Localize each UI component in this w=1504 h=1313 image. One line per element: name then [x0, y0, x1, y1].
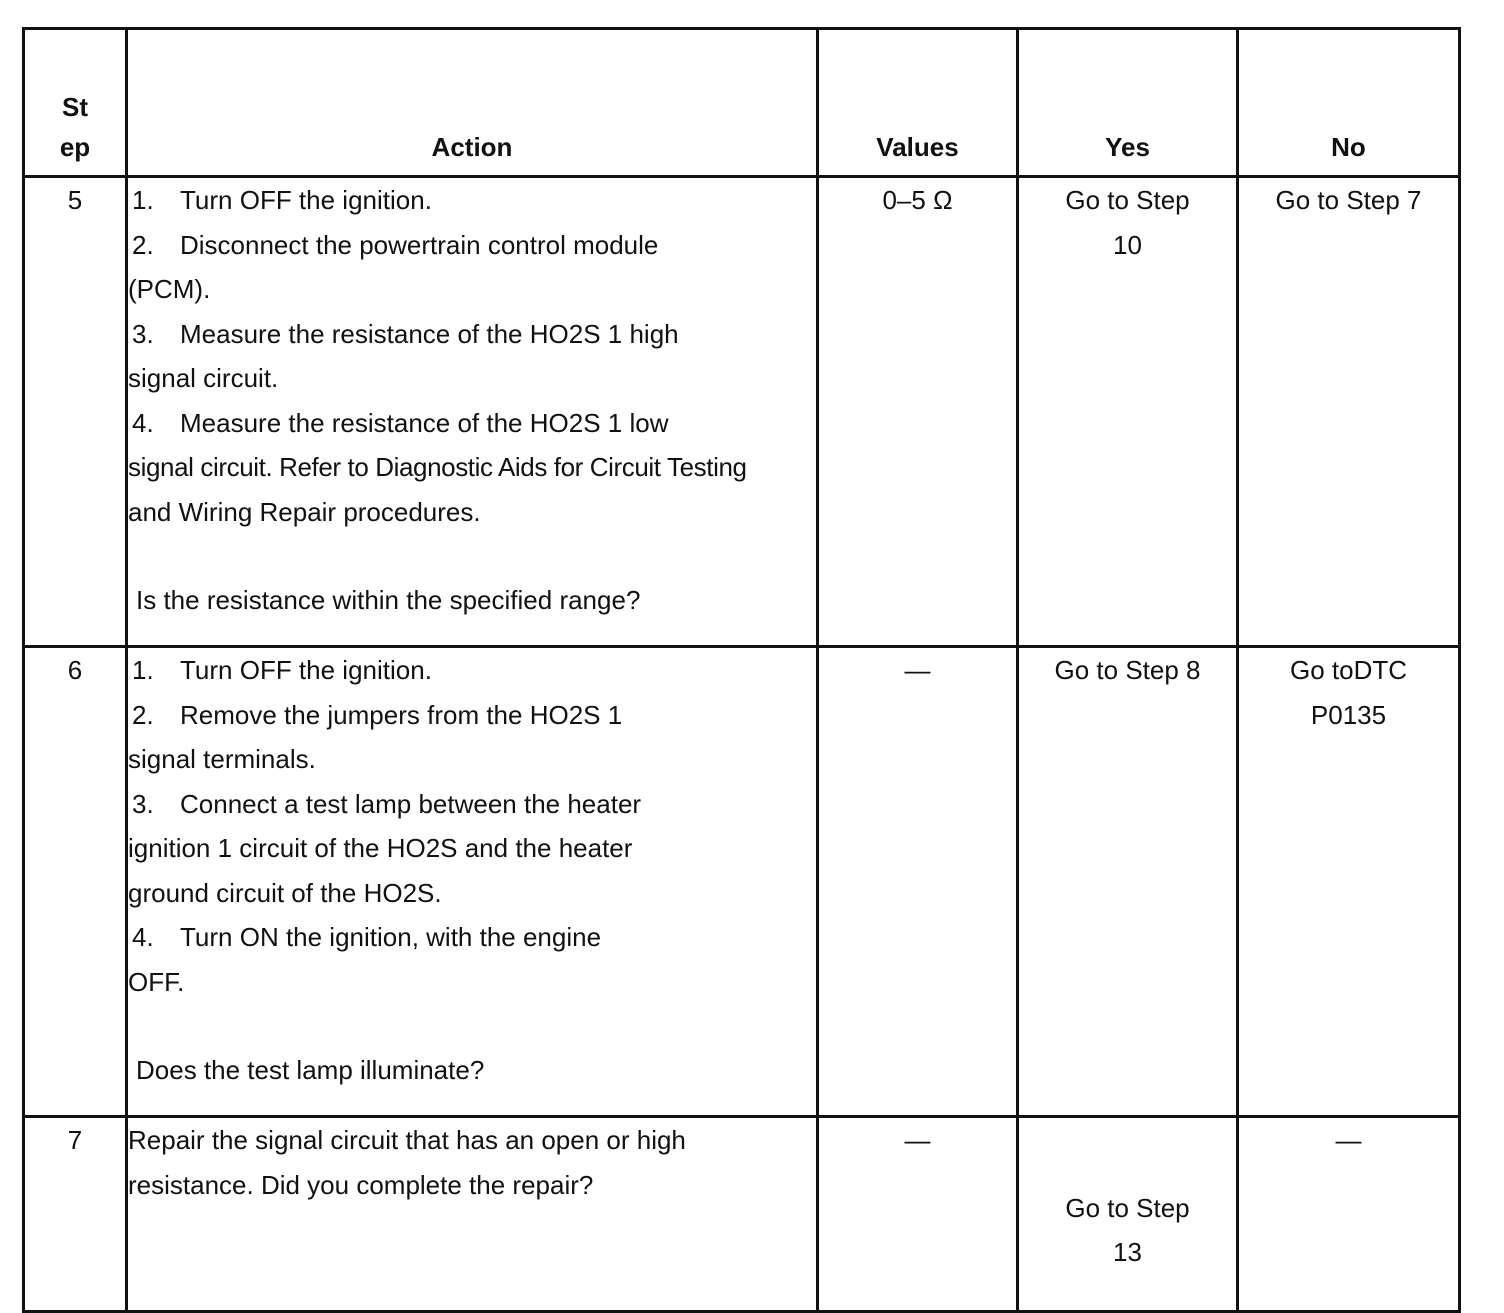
action-cell — [127, 1117, 818, 1312]
diagnostic-table — [22, 27, 1461, 1313]
action-cell — [127, 177, 818, 647]
list-item: 3. Measure the resistance of the HO2S 1 high — [132, 318, 679, 349]
no-cell — [1238, 1117, 1460, 1312]
step-number: 7 — [24, 1117, 127, 1312]
header-action: Action — [127, 29, 818, 177]
action-text-line2: resistance. Did you complete the repair? — [128, 1169, 594, 1200]
yes-line1: Go to Step — [1065, 185, 1190, 215]
list-item: 4. Turn ON the ignition, with the engine — [132, 922, 602, 952]
header-step — [24, 29, 127, 177]
list-item-continuation: OFF. — [128, 966, 185, 997]
table-row — [24, 177, 1460, 647]
action-cell — [127, 647, 818, 1117]
header-step-line1: St — [62, 92, 88, 122]
values-cell: 0–5 Ω — [818, 177, 1018, 647]
table-row — [24, 647, 1460, 1117]
yes-cell — [1018, 177, 1238, 647]
list-item-continuation: and Wiring Repair procedures. — [128, 496, 481, 527]
no-line2: P0135 — [1310, 699, 1387, 730]
values-cell: — — [818, 647, 1018, 1117]
no-cell — [1238, 177, 1460, 647]
values-cell: — — [818, 1117, 1018, 1312]
table-row — [24, 1117, 1460, 1312]
list-item: 2. Remove the jumpers from the HO2S 1 — [132, 699, 623, 730]
yes-cell — [1018, 647, 1238, 1117]
yes-text: Go to Step 8 — [1054, 655, 1201, 685]
list-item: 1. Turn OFF the ignition. — [132, 185, 432, 215]
list-item-continuation: ground circuit of the HO2S. — [128, 877, 442, 908]
no-text: — — [1335, 1125, 1362, 1155]
list-item-continuation: ignition 1 circuit of the HO2S and the heater — [128, 833, 633, 863]
no-text: Go to Step 7 — [1275, 185, 1422, 215]
step-number: 6 — [24, 647, 127, 1117]
list-item-continuation: signal circuit. — [128, 363, 279, 393]
list-item: 2. Disconnect the powertrain control module — [132, 229, 659, 260]
header-step-line2: ep — [59, 132, 91, 162]
action-text-line1: Repair the signal circuit that has an open or high — [128, 1125, 686, 1155]
list-item: 1. Turn OFF the ignition. — [132, 655, 432, 685]
list-item-continuation: (PCM). — [128, 274, 211, 304]
list-item-continuation: signal terminals. — [128, 744, 316, 774]
table-header-row — [24, 29, 1460, 177]
question-text: Does the test lamp illuminate? — [136, 1055, 485, 1085]
header-values: Values — [818, 29, 1018, 177]
no-line1: Go toDTC — [1289, 655, 1408, 685]
list-item: 4. Measure the resistance of the HO2S 1 low — [132, 407, 669, 438]
list-item: 3. Connect a test lamp between the heater — [132, 788, 642, 819]
yes-line2: 13 — [1113, 1237, 1142, 1267]
list-item-continuation: signal circuit. Refer to Diagnostic Aids for Circuit Testing — [128, 452, 747, 482]
question-text: Is the resistance within the specified range? — [136, 585, 641, 615]
header-yes: Yes — [1018, 29, 1238, 177]
header-no: No — [1238, 29, 1460, 177]
yes-line1: Go to Step — [1065, 1192, 1190, 1223]
yes-line2: 10 — [1113, 229, 1142, 260]
step-number: 5 — [24, 177, 127, 647]
no-cell — [1238, 647, 1460, 1117]
yes-cell — [1018, 1117, 1238, 1312]
